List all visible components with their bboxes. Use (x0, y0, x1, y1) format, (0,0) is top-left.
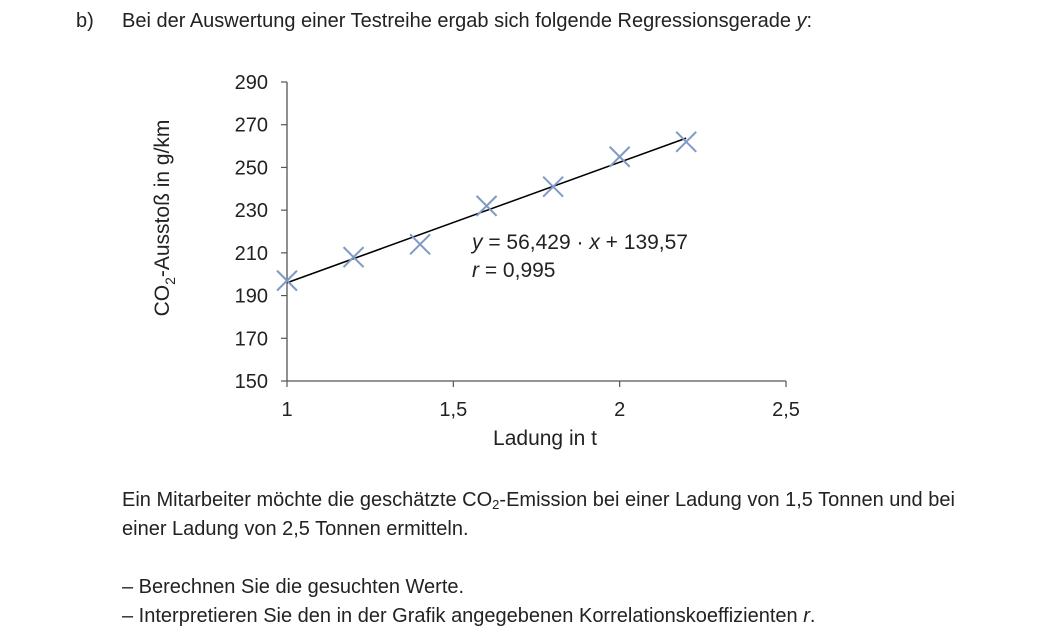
intro-variable: y (796, 10, 807, 32)
eq-end: + 139,57 (599, 231, 688, 254)
eq-var-y: y (472, 231, 483, 254)
task-paragraph (122, 486, 1002, 544)
r-value: = 0,995 (479, 259, 556, 282)
data-point (410, 234, 430, 254)
regression-equation (470, 231, 688, 254)
paragraph-sub: 2 (492, 497, 500, 512)
x-tick-label: 2,5 (772, 399, 800, 421)
x-tick-label: 1,5 (439, 399, 468, 421)
y-tick-label: 170 (234, 328, 268, 351)
y-tick-label: 210 (234, 242, 268, 265)
y-tick-label: 230 (234, 200, 268, 223)
y-label-co: CO (151, 284, 174, 317)
eq-var-x: x (589, 231, 600, 254)
y-label-rest: -Ausstoß in g/km (151, 119, 174, 278)
y-label-sub: 2 (162, 277, 178, 285)
task-item-2-end: . (809, 605, 816, 627)
paragraph-start: Ein Mitarbeiter möchte die geschätzte CO (122, 489, 493, 511)
y-tick-label: 250 (234, 157, 268, 180)
task-item-1: – Berechnen Sie die gesuchten Werte. (122, 576, 465, 598)
y-tick-label: 150 (234, 371, 268, 393)
task-list (122, 573, 815, 631)
task-label: b) (76, 10, 94, 32)
y-tick-label: 190 (234, 285, 268, 308)
x-axis-label: Ladung in t (493, 427, 597, 450)
correlation-coefficient (472, 259, 555, 282)
intro-text: Bei der Auswertung einer Testreihe ergab sich folgende Regressionsgerade (122, 10, 791, 32)
eq-middle: = 56,429 · (482, 231, 590, 254)
y-tick-label: 290 (234, 72, 268, 94)
task-item-2 (122, 602, 815, 631)
intro-colon: : (806, 10, 813, 32)
y-axis-label (151, 120, 178, 317)
x-tick-label: 1 (281, 399, 293, 421)
task-item-2-var: r (803, 605, 810, 627)
data-point (676, 132, 696, 152)
data-point (344, 247, 364, 267)
data-point (610, 147, 630, 167)
r-var: r (472, 259, 479, 282)
y-tick-label: 270 (234, 114, 268, 137)
data-point (477, 196, 497, 216)
paragraph-end: -Emission bei einer Ladung von 1,5 Tonnen und bei einer Ladung von 2,5 Tonnen ermitteln. (122, 489, 955, 540)
data-point (543, 177, 563, 197)
task-item-2-text: – Interpretieren Sie den in der Grafik angegebenen Korrelationskoeffizienten (122, 605, 798, 627)
x-tick-label: 2 (614, 399, 626, 421)
